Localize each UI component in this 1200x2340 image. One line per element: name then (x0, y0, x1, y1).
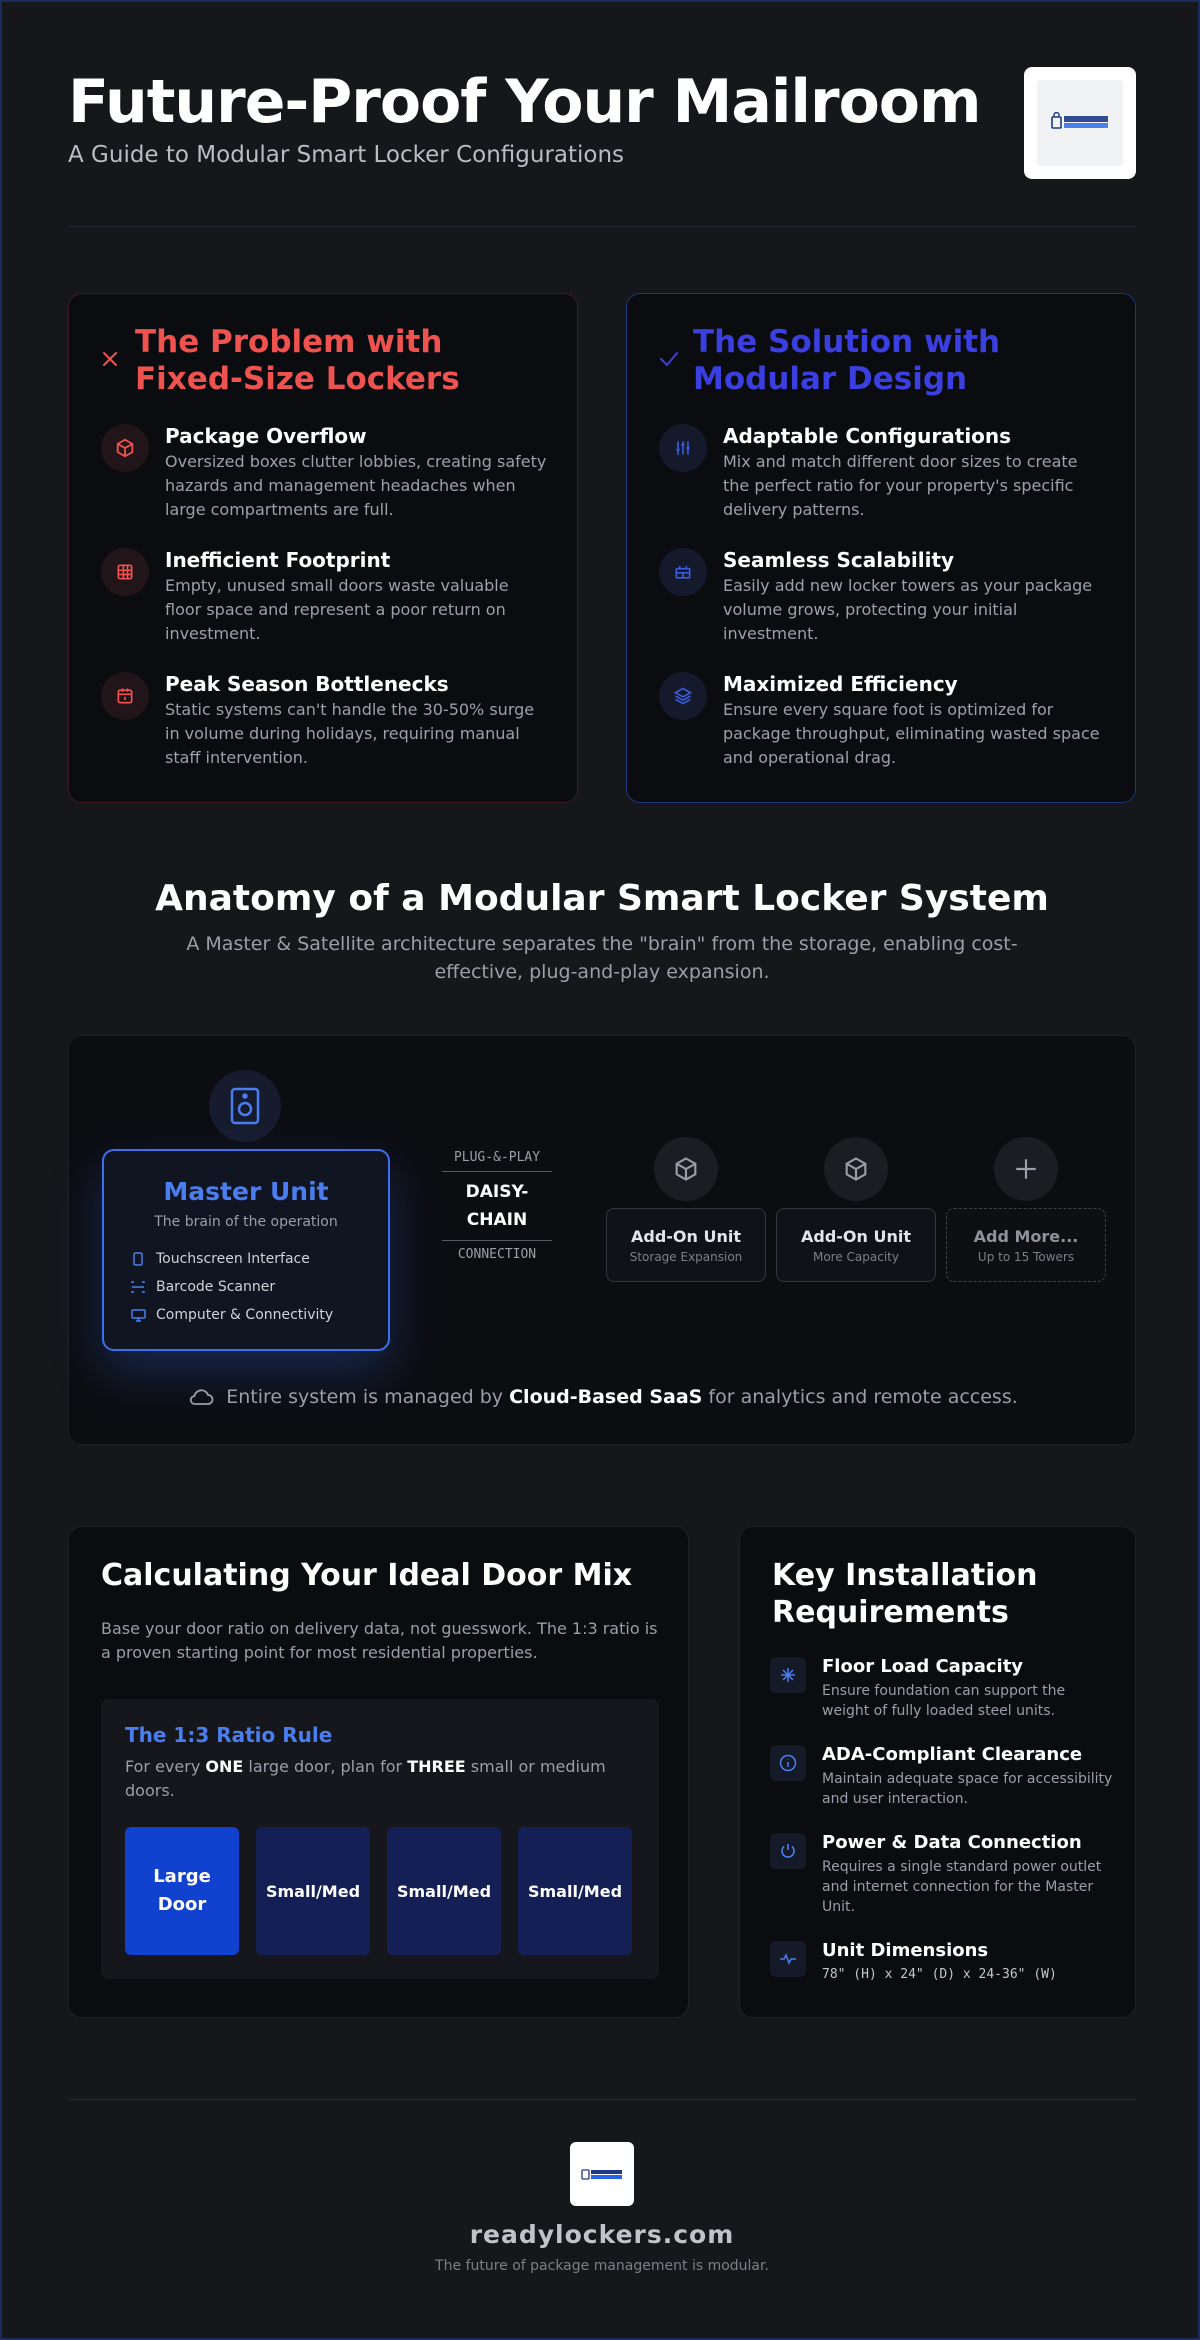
master-feature (130, 1279, 275, 1295)
solution-card (626, 293, 1136, 803)
requirements-card (739, 1526, 1136, 2018)
item-desc: Mix and match different door sizes to create the perfect ratio for your property's specific delivery patterns. (723, 452, 1078, 519)
rule-bold-1: ONE (205, 1757, 244, 1776)
cloud-note (69, 1386, 1137, 1408)
problem-card (68, 293, 578, 803)
solution-title: The Solution with Modular Design (693, 324, 1001, 397)
requirements-title: Key Installation Requirements (772, 1558, 1038, 1630)
feature-label: Barcode Scanner (156, 1279, 276, 1295)
x-icon (101, 349, 135, 374)
check-icon (659, 349, 693, 374)
activity-icon (770, 1941, 806, 1977)
problem-heading (101, 324, 547, 398)
addon-subtitle: Storage Expansion (629, 1250, 743, 1264)
package-icon (101, 424, 149, 472)
item-title: Maximized Efficiency (723, 672, 958, 696)
solution-item (659, 424, 1105, 522)
large-door-block (125, 1827, 239, 1955)
item-desc: Ensure every square foot is optimized for package throughput, eliminating wasted space and operational drag. (723, 700, 1100, 767)
item-title: Adaptable Configurations (723, 424, 1012, 448)
addon-title: Add-On Unit (630, 1227, 741, 1246)
logo-mark-icon (1050, 112, 1110, 132)
solution-item (659, 548, 1105, 646)
footer-logo (570, 2142, 634, 2206)
sliders-icon (659, 424, 707, 472)
footer-website[interactable]: readylockers.com (469, 2220, 735, 2249)
add-more-card (946, 1208, 1106, 1282)
addon-unit-card (776, 1208, 936, 1282)
solution-heading (659, 324, 1105, 398)
requirement-item (770, 1743, 1115, 1809)
small-door-block: Small/Med (256, 1827, 370, 1955)
item-title: Inefficient Footprint (165, 548, 391, 572)
item-desc: Oversized boxes clutter lobbies, creating safety hazards and management headaches when large compartments are full. (165, 452, 547, 519)
item-desc: Empty, unused small doors waste valuable floor space and represent a poor return on investment. (165, 576, 509, 643)
requirement-title: Floor Load Capacity (822, 1656, 1024, 1677)
power-icon (770, 1833, 806, 1869)
requirement-desc: Maintain adequate space for accessibility and user interaction. (822, 1771, 1113, 1807)
door-mix-title: Calculating Your Ideal Door Mix (101, 1558, 633, 1593)
rule-text-3: small or medium doors. (125, 1757, 611, 1800)
addon-title: Add More... (973, 1227, 1079, 1246)
plus-icon (994, 1137, 1058, 1201)
small-door-block: Small/Med (387, 1827, 501, 1955)
cube-icon (824, 1137, 888, 1201)
brand-logo (1024, 67, 1136, 179)
large-door-label-2: Door (157, 1894, 207, 1915)
ratio-rule-text (125, 1755, 645, 1803)
door-mix-card (68, 1526, 689, 2018)
requirement-desc: 78" (H) x 24" (D) x 24-36" (W) (822, 1967, 1057, 1982)
requirement-title: Power & Data Connection (822, 1832, 1082, 1853)
page-title: Future-Proof Your Mailroom (68, 67, 981, 137)
addon-title: Add-On Unit (800, 1227, 911, 1246)
problem-item (101, 672, 547, 770)
problem-title: The Problem with Fixed-Size Lockers (135, 324, 460, 397)
snowflake-icon (770, 1657, 806, 1693)
master-unit-card (102, 1149, 390, 1351)
rule-bold-2: THREE (407, 1757, 466, 1776)
requirement-title: Unit Dimensions (822, 1940, 989, 1961)
info-icon (770, 1745, 806, 1781)
problem-item (101, 424, 547, 522)
footer-divider (68, 2099, 1136, 2100)
footer-logo-mark-icon (580, 2166, 624, 2182)
cube-icon (654, 1137, 718, 1201)
addon-subtitle: Up to 15 Towers (977, 1250, 1075, 1264)
daisy-chain-connector (442, 1150, 552, 1262)
cloud-icon (188, 1388, 214, 1406)
master-unit-title: Master Unit (163, 1177, 329, 1206)
requirement-desc: Requires a single standard power outlet and internet connection for the Master Unit. (822, 1859, 1102, 1915)
anatomy-diagram (68, 1035, 1136, 1445)
requirement-item (770, 1655, 1115, 1721)
small-door-block: Small/Med (518, 1827, 632, 1955)
logo-image (1037, 80, 1123, 166)
large-door-label-1: Large (153, 1866, 211, 1887)
master-unit-subtitle: The brain of the operation (154, 1214, 338, 1230)
ratio-rule-box (101, 1699, 659, 1979)
solution-item (659, 672, 1105, 770)
item-title: Seamless Scalability (723, 548, 955, 572)
addon-subtitle: More Capacity (812, 1250, 899, 1264)
anatomy-title: Anatomy of a Modular Smart Locker System (155, 878, 1049, 919)
master-feature (130, 1251, 310, 1267)
feature-label: Touchscreen Interface (156, 1251, 310, 1267)
scan-icon (130, 1279, 146, 1295)
feature-label: Computer & Connectivity (156, 1307, 334, 1323)
addon-unit-card (606, 1208, 766, 1282)
connector-main-line1: DAISY- (465, 1182, 529, 1202)
connector-bottom-label: CONNECTION (457, 1247, 537, 1262)
connector-main-line2: CHAIN (466, 1210, 528, 1230)
expand-icon (659, 548, 707, 596)
requirement-desc: Ensure foundation can support the weight of fully loaded steel units. (822, 1683, 1066, 1719)
requirement-item (770, 1939, 1115, 1985)
header (68, 64, 1136, 184)
header-divider (68, 226, 1136, 227)
speaker-icon (209, 1070, 281, 1142)
grid-icon (101, 548, 149, 596)
problem-item (101, 548, 547, 646)
footer-tagline: The future of package management is modular. (435, 2258, 769, 2274)
page-subtitle: A Guide to Modular Smart Locker Configurations (68, 142, 625, 168)
rule-text-1: For every (125, 1757, 206, 1776)
monitor-icon (130, 1307, 146, 1323)
item-desc: Easily add new locker towers as your package volume grows, protecting your initial investment. (723, 576, 1093, 643)
ratio-rule-title: The 1:3 Ratio Rule (125, 1723, 333, 1747)
cloud-note-suffix: for analytics and remote access. (702, 1386, 1018, 1408)
item-title: Peak Season Bottlenecks (165, 672, 449, 696)
item-desc: Static systems can't handle the 30-50% surge in volume during holidays, requiring manual staff intervention. (165, 700, 535, 767)
rule-text-2: large door, plan for (243, 1757, 408, 1776)
anatomy-subtitle: A Master & Satellite architecture separates the "brain" from the storage, enabling cost-effective, plug-and-play expansion. (186, 933, 1018, 983)
calendar-icon (101, 672, 149, 720)
layers-icon (659, 672, 707, 720)
requirement-item (770, 1831, 1115, 1917)
door-mix-intro: Base your door ratio on delivery data, not guesswork. The 1:3 ratio is a proven starting point for most residential properties. (101, 1619, 658, 1662)
cloud-note-prefix: Entire system is managed by (226, 1386, 510, 1408)
requirement-title: ADA-Compliant Clearance (822, 1744, 1083, 1765)
connector-main-label (442, 1171, 552, 1241)
cloud-note-bold: Cloud-Based SaaS (509, 1386, 703, 1408)
item-title: Package Overflow (165, 424, 367, 448)
connector-top-label: PLUG-&-PLAY (453, 1150, 541, 1165)
master-feature (130, 1307, 333, 1323)
smartphone-icon (130, 1251, 146, 1267)
